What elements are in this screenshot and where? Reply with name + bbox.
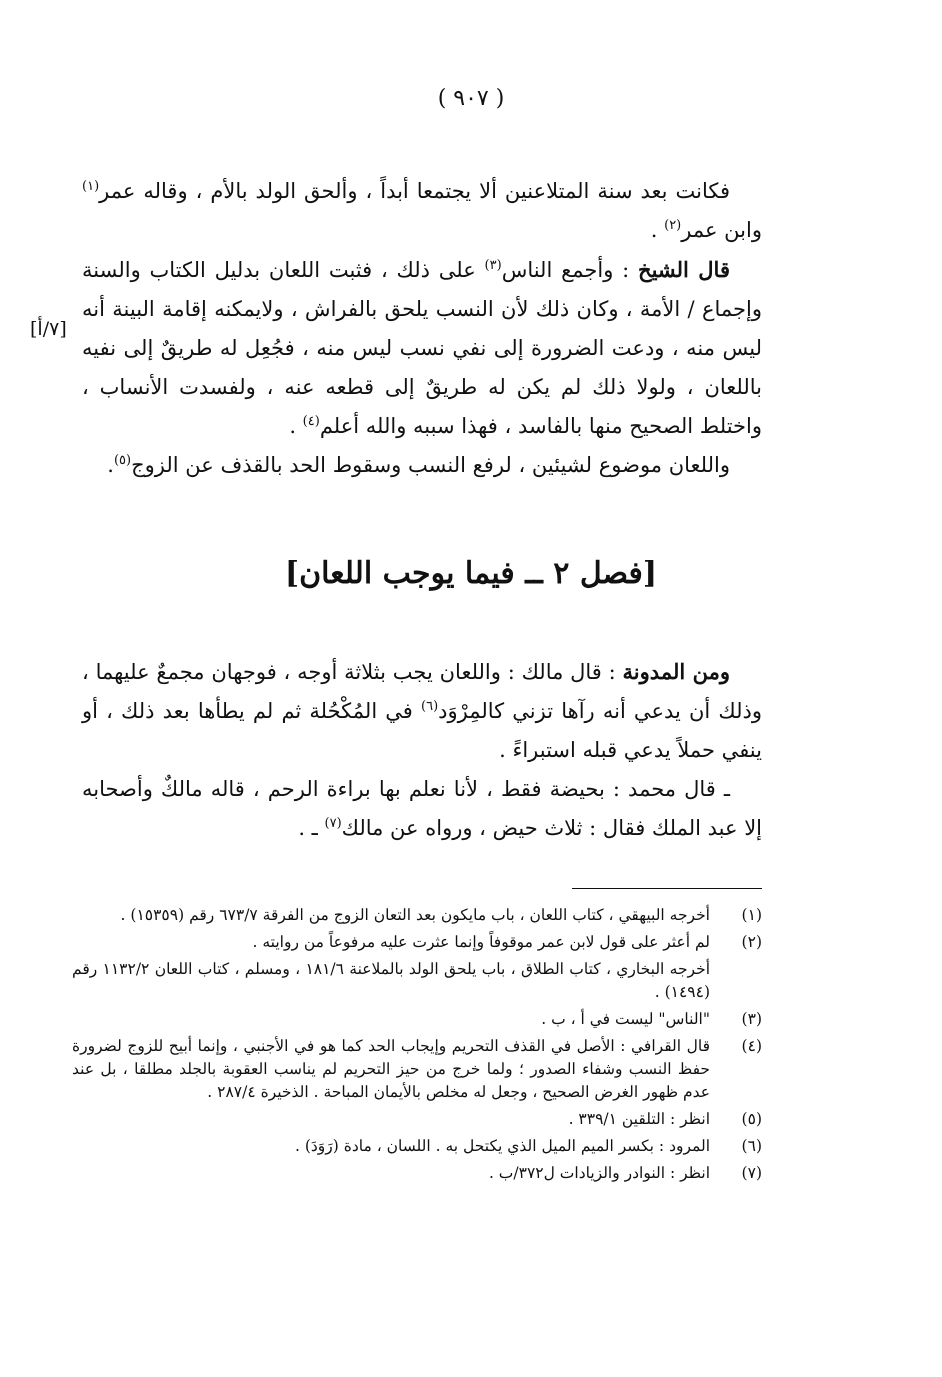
footnote-item — [72, 1008, 762, 1031]
footnote-number: (٣) — [741, 1010, 762, 1028]
section-paragraph-2 — [82, 770, 762, 848]
footnote-text: قال القرافي : الأصل في القذف التحريم وإيجاب الحد كما هو في الأجنبي ، وإنما أبيح للزوج لضرورة حفظ النسب وشفاء الصدور ؛ ولما خرج من حيز التحريم لم يناسب العقوبة بالجلد مطلقا ، بل عند عدم ظهور الغرض الصحيح ، وجعل له مخلص بالأيمان المباحة . الذخيرة ٢٨٧/٤ . — [72, 1037, 710, 1101]
footnote-number: (٢) — [741, 933, 762, 951]
footnote-number: (١) — [741, 906, 762, 924]
paragraph-text: . — [107, 453, 114, 477]
paragraph-text: . — [650, 218, 665, 242]
paragraph-text: واللعان موضوع لشيئين ، لرفع النسب وسقوط الحد بالقذف عن الزوج — [131, 453, 730, 477]
paragraph-text: فكانت بعد سنة المتلاعنين ألا يجتمعا أبداً ، وألحق الولد بالأم ، وقاله عمر — [99, 179, 730, 203]
footnote-number: (٥) — [741, 1110, 762, 1128]
footnote-item — [72, 904, 762, 927]
footnote-number: (٤) — [741, 1037, 762, 1055]
paragraph-lead: ومن المدونة — [622, 659, 731, 684]
paragraph-text: في المُكْحُلة ثم لم يطأها بعد ذلك ، أو ينفي حملاً يدعي قبله استبراءً . — [82, 699, 762, 762]
footnote-text: لم أعثر على قول لابن عمر موقوفاً وإنما عثرت عليه مرفوعاً من روايته . — [252, 933, 710, 951]
footnote-marker-3: (٣) — [484, 258, 502, 273]
section-text — [82, 652, 762, 848]
footnote-text: انظر : التلقين ٣٣٩/١ . — [568, 1110, 710, 1128]
footnote-text: انظر : النوادر والزيادات ل٣٧٢/ب . — [488, 1164, 710, 1182]
footnote-marker-6: (٦) — [421, 699, 439, 714]
footnote-number — [710, 958, 762, 1004]
footnote-item — [72, 958, 762, 1004]
footnote-number: (٦) — [741, 1137, 762, 1155]
footnote-item — [72, 1108, 762, 1131]
paragraph-text: . — [289, 414, 303, 438]
paragraph-text: ـ قال محمد : بحيضة فقط ، لأنا نعلم بها براءة الرحم ، قاله مالكٌ وأصحابه إلا عبد الملك فقال : ثلاث حيض ، ورواه عن مالك — [82, 777, 762, 840]
footnote-marker-1: (١) — [82, 179, 100, 194]
paragraph-text: ـ . — [298, 816, 325, 840]
footnote-number: (٧) — [741, 1164, 762, 1182]
intro-paragraph-3 — [82, 446, 762, 485]
footnote-item — [72, 1035, 762, 1104]
paragraph-text: : وأجمع الناس — [501, 258, 639, 282]
intro-text — [82, 172, 762, 485]
footnote-text: "الناس" ليست في أ ، ب . — [541, 1010, 710, 1028]
page-number: ( ٩٠٧ ) — [437, 86, 505, 111]
paragraph-text: على ذلك ، فثبت اللعان بدليل الكتاب والسنة وإجماع / الأمة ، وكان ذلك لأن النسب يلحق بالفراش ، ولايمكنه إقامة البينة أنه ليس منه ، ودعت الضرورة إلى نفي نسب ليس منه ، فجُعِل له طريقٌ إلى نفيه باللعان ، ولولا ذلك لم يكن له طريقٌ إلى قطعه عنه ، ولفسدت الأنساب ، واختلط الصحيح منها بالفاسد ، فهذا سببه والله أعلم — [82, 258, 762, 438]
section-title: [فصل ٢ ــ فيما يوجب اللعان] — [284, 556, 658, 591]
footnote-marker-7: (٧) — [324, 816, 342, 831]
footnote-item — [72, 931, 762, 954]
paragraph-text: وابن عمر — [681, 218, 762, 242]
footnote-text: أخرجه البيهقي ، كتاب اللعان ، باب مايكون بعد التعان الزوج من الفرقة ٦٧٣/٧ رقم (١٥٣٥٩) . — [120, 906, 710, 924]
footnote-marker-5: (٥) — [113, 453, 132, 468]
section-paragraph-1 — [82, 652, 762, 770]
footnotes — [72, 904, 762, 1189]
footnote-divider — [572, 888, 762, 889]
footnote-text: المرود : بكسر الميم الميل الذي يكتحل به . اللسان ، مادة (رَوَدَ) . — [294, 1137, 710, 1155]
footnote-item — [72, 1162, 762, 1185]
intro-paragraph-1 — [82, 172, 762, 250]
folio-reference: [٧/أ] — [30, 318, 67, 340]
footnote-marker-4: (٤) — [302, 414, 320, 429]
footnote-marker-2: (٢) — [664, 218, 682, 233]
footnote-text: أخرجه البخاري ، كتاب الطلاق ، باب يلحق الولد بالملاعنة ١٨١/٦ ، ومسلم ، كتاب اللعان ١١٣٢/٢ رقم (١٤٩٤) . — [72, 960, 710, 1001]
footnote-item — [72, 1135, 762, 1158]
intro-paragraph-2 — [82, 250, 762, 446]
paragraph-lead: قال الشيخ — [638, 257, 730, 282]
paragraph-text: : قال مالك : واللعان يجب بثلاثة أوجه ، فوجهان مجمعٌ عليهما ، وذلك أن يدعي أنه رآها تزني كالمِرْوَد — [82, 660, 762, 723]
